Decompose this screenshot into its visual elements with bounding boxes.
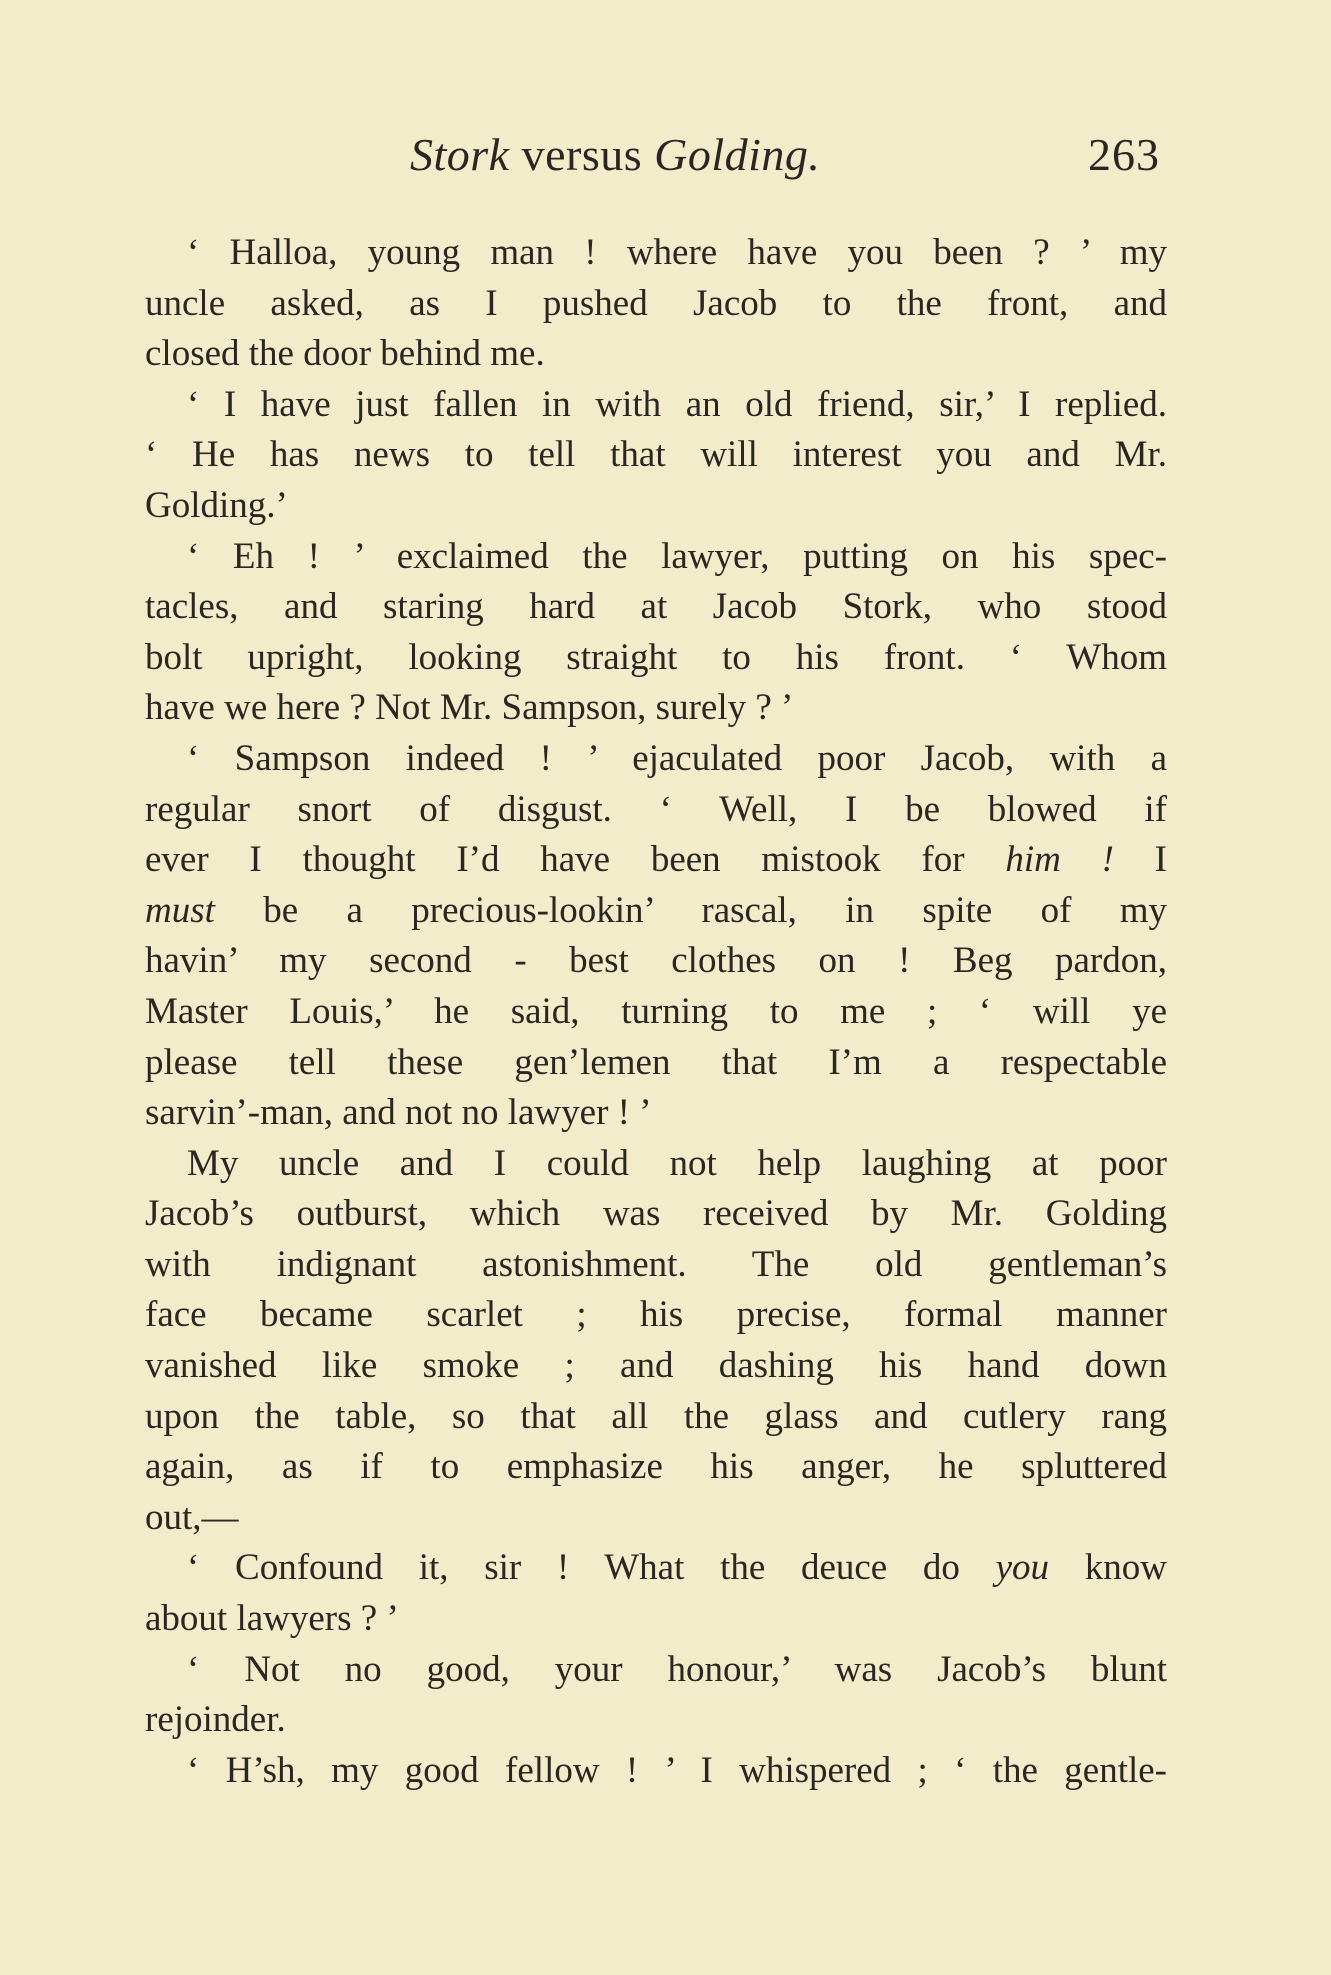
text-segment: know (1049, 1547, 1167, 1589)
text-line: uncle asked, as I pushed Jacob to the front, and (145, 282, 1167, 324)
text-line: please tell these gen’lemen that I’m a respectable (145, 1041, 1167, 1083)
text-segment: I (1113, 839, 1168, 881)
title-stork: Stork (410, 129, 510, 180)
italic-you: you (995, 1547, 1050, 1589)
text-line: Golding.’ (145, 484, 288, 526)
text-line: closed the door behind me. (145, 333, 545, 375)
text-line: rejoinder. (145, 1699, 286, 1741)
text-line: upon the table, so that all the glass and cutlery rang (145, 1395, 1167, 1437)
text-segment: ever I thought I’d have been mistook for (145, 839, 1006, 881)
text-line: sarvin’-man, and not no lawyer ! ’ (145, 1092, 652, 1134)
italic-must: must (145, 889, 215, 931)
text-line: out,— (145, 1496, 239, 1538)
text-line: face became scarlet ; his precise, formal manner (145, 1294, 1167, 1336)
title-versus: versus (509, 129, 655, 180)
text-line: My uncle and I could not help laughing at poor (187, 1142, 1167, 1184)
text-line: Jacob’s outburst, which was received by Mr. Golding (145, 1193, 1167, 1235)
text-line: ‘ Halloa, young man ! where have you been ? ’ my (187, 232, 1167, 273)
text-line: have we here ? Not Mr. Sampson, surely ? ’ (145, 687, 794, 729)
running-title (410, 128, 820, 181)
text-line: ‘ Sampson indeed ! ’ ejaculated poor Jacob, with a (187, 737, 1167, 779)
text-line: bolt upright, looking straight to his front. ‘ Whom (145, 636, 1167, 678)
text-line: again, as if to emphasize his anger, he spluttered (145, 1446, 1167, 1488)
text-line: tacles, and staring hard at Jacob Stork, who stood (145, 586, 1167, 628)
text-segment: be a precious-lookin’ rascal, in spite of my (263, 889, 1167, 931)
text-segment: ‘ Confound it, sir ! What the deuce do (187, 1547, 996, 1589)
text-line: Master Louis,’ he said, turning to me ; ‘ will ye (145, 990, 1167, 1032)
text-line: regular snort of disgust. ‘ Well, I be blowed if (145, 788, 1167, 830)
text-line: ‘ He has news to tell that will interest you and Mr. (145, 434, 1167, 476)
page-number: 263 (1088, 129, 1160, 180)
text-line: ‘ Eh ! ’ exclaimed the lawyer, putting on his spec- (187, 535, 1167, 577)
body-text (145, 228, 1167, 1796)
text-line: ‘ H’sh, my good fellow ! ’ I whispered ; ‘ the gentle- (187, 1749, 1167, 1791)
text-line (145, 886, 1167, 937)
text-line: vanished like smoke ; and dashing his hand down (145, 1345, 1167, 1387)
running-header (0, 128, 1331, 198)
text-line (145, 835, 1167, 886)
text-line: ‘ Not no good, your honour,’ was Jacob’s blunt (187, 1648, 1167, 1690)
text-line: ‘ I have just fallen in with an old friend, sir,’ I replied. (187, 383, 1167, 425)
text-line (145, 1543, 1167, 1594)
text-line: about lawyers ? ’ (145, 1598, 399, 1640)
italic-him: him ! (1005, 839, 1114, 881)
title-golding: Golding. (654, 129, 821, 180)
text-line: havin’ my second - best clothes on ! Beg pardon, (145, 940, 1167, 982)
text-line: with indignant astonishment. The old gentleman’s (145, 1243, 1167, 1285)
